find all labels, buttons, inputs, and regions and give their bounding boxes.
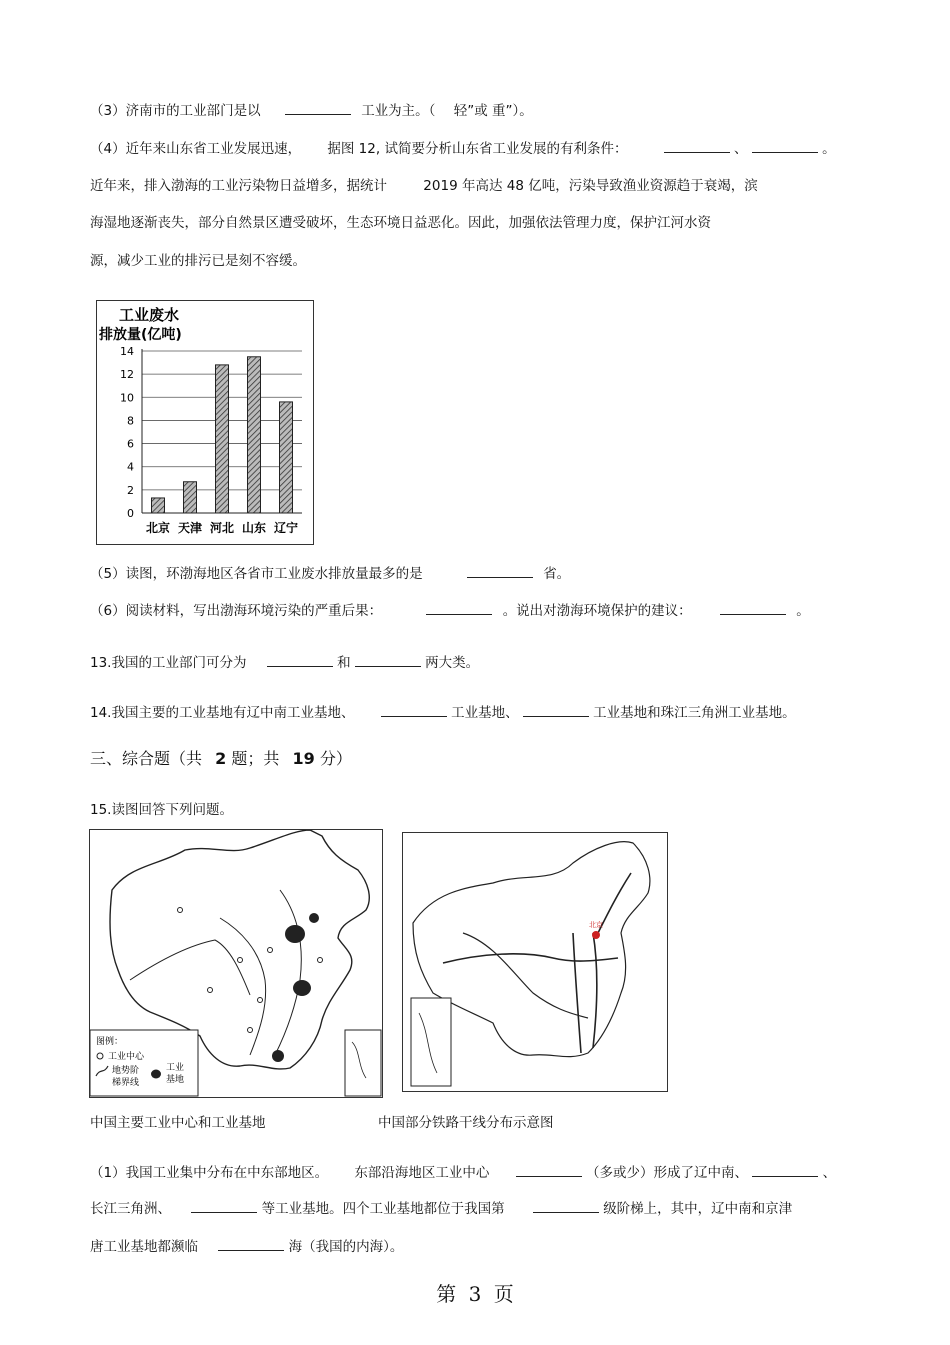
legend-industrial-base-2: 基地 <box>166 1075 185 1085</box>
y-tick-label: 10 <box>120 391 134 405</box>
wastewater-bar-chart <box>97 301 313 544</box>
material-paragraph-line2: 海湿地逐渐丧失，部分自然景区遭受破坏，生态环境日益恶化。因此，加强依法管理力度，保护江河水资 <box>90 215 711 231</box>
material-paragraph: 近年来，排入渤海的工业污染物日益增多，据统计 2019 年高达 48 亿吨，污染导致渔业资源趋于衰竭，滨 <box>90 178 758 194</box>
answer-blank[interactable] <box>516 1163 582 1177</box>
legend-step-boundary-1: 地势阶 <box>112 1066 140 1076</box>
bar-河北 <box>216 365 229 513</box>
legend-title: 图例： <box>96 1037 124 1047</box>
q12-part5: （5）读图，环渤海地区各省市工业废水排放量最多的是 省。 <box>90 566 571 582</box>
y-tick-label: 8 <box>127 414 134 428</box>
section-3-heading: 三、综合题（共 2 题；共 19 分） <box>90 749 352 768</box>
y-tick-label: 6 <box>127 437 134 451</box>
question-13: 13.我国的工业部门可分为 和 两大类。 <box>90 655 480 671</box>
q12-part6: （6）阅读材料，写出渤海环境污染的严重后果： 。说出对渤海环境保护的建议： 。 <box>90 603 810 619</box>
map1-caption: 中国主要工业中心和工业基地 <box>90 1115 266 1131</box>
answer-blank[interactable] <box>218 1237 284 1251</box>
question-14: 14.我国主要的工业基地有辽中南工业基地、 工业基地、 工业基地和珠江三角洲工业基地。 <box>90 705 796 721</box>
answer-blank[interactable] <box>523 703 589 717</box>
answer-blank[interactable] <box>285 101 351 115</box>
answer-blank[interactable] <box>533 1199 599 1213</box>
china-railway-map <box>403 833 667 1091</box>
answer-blank[interactable] <box>467 564 533 578</box>
map2-caption: 中国部分铁路干线分布示意图 <box>378 1115 554 1131</box>
answer-blank[interactable] <box>381 703 447 717</box>
y-tick-label: 12 <box>120 368 134 382</box>
q15-part1-line3: 唐工业基地都濒临 海（我国的内海）。 <box>90 1239 404 1255</box>
x-tick-label: 辽宁 <box>273 521 299 535</box>
legend-step-boundary-2: 梯界线 <box>112 1078 140 1088</box>
q15-part1: （1）我国工业集中分布在中东部地区。 东部沿海地区工业中心 （多或少）形成了辽中南、 、 <box>90 1165 837 1181</box>
y-tick-label: 14 <box>120 345 134 358</box>
beijing-label: 北京 <box>589 921 603 929</box>
q12-part4: （4）近年来山东省工业发展迅速， 据图 12, 试简要分析山东省工业发展的有利条件： 、 。 <box>90 141 836 157</box>
x-tick-label: 北京 <box>145 521 171 535</box>
answer-blank[interactable] <box>664 139 730 153</box>
legend-industrial-center: 工业中心 <box>108 1052 145 1062</box>
legend-industrial-base-1: 工业 <box>166 1063 185 1073</box>
answer-blank[interactable] <box>426 601 492 615</box>
page-number: 第 3 页 <box>436 1282 514 1306</box>
answer-blank[interactable] <box>355 653 421 667</box>
y-tick-label: 0 <box>127 507 134 520</box>
chart-title-line1: 工业废水 <box>119 306 180 324</box>
industrial-centers-map <box>89 829 383 1098</box>
q12-part3: （3）济南市的工业部门是以 工业为主。（ 轻”或 重”）。 <box>90 103 533 119</box>
bar-山东 <box>248 357 261 513</box>
x-tick-label: 河北 <box>209 521 235 535</box>
wastewater-chart <box>96 300 314 545</box>
q15-part1-line2: 长江三角洲、 等工业基地。四个工业基地都位于我国第 级阶梯上，其中，辽中南和京津 <box>90 1201 793 1217</box>
x-tick-label: 天津 <box>177 521 203 535</box>
china-map-industry <box>90 830 382 1097</box>
bar-天津 <box>184 482 197 513</box>
y-tick-label: 2 <box>127 483 134 497</box>
railway-map <box>402 832 668 1092</box>
y-tick-label: 4 <box>127 460 134 474</box>
answer-blank[interactable] <box>267 653 333 667</box>
question-15-title: 15.读图回答下列问题。 <box>90 802 233 818</box>
bar-北京 <box>152 498 165 513</box>
answer-blank[interactable] <box>752 1163 818 1177</box>
x-tick-label: 山东 <box>241 521 267 535</box>
answer-blank[interactable] <box>191 1199 257 1213</box>
chart-title-line2: 排放量(亿吨) <box>99 327 182 343</box>
bar-辽宁 <box>280 402 293 513</box>
answer-blank[interactable] <box>752 139 818 153</box>
material-paragraph-line3: 源，减少工业的排污已是刻不容缓。 <box>90 253 306 269</box>
answer-blank[interactable] <box>720 601 786 615</box>
